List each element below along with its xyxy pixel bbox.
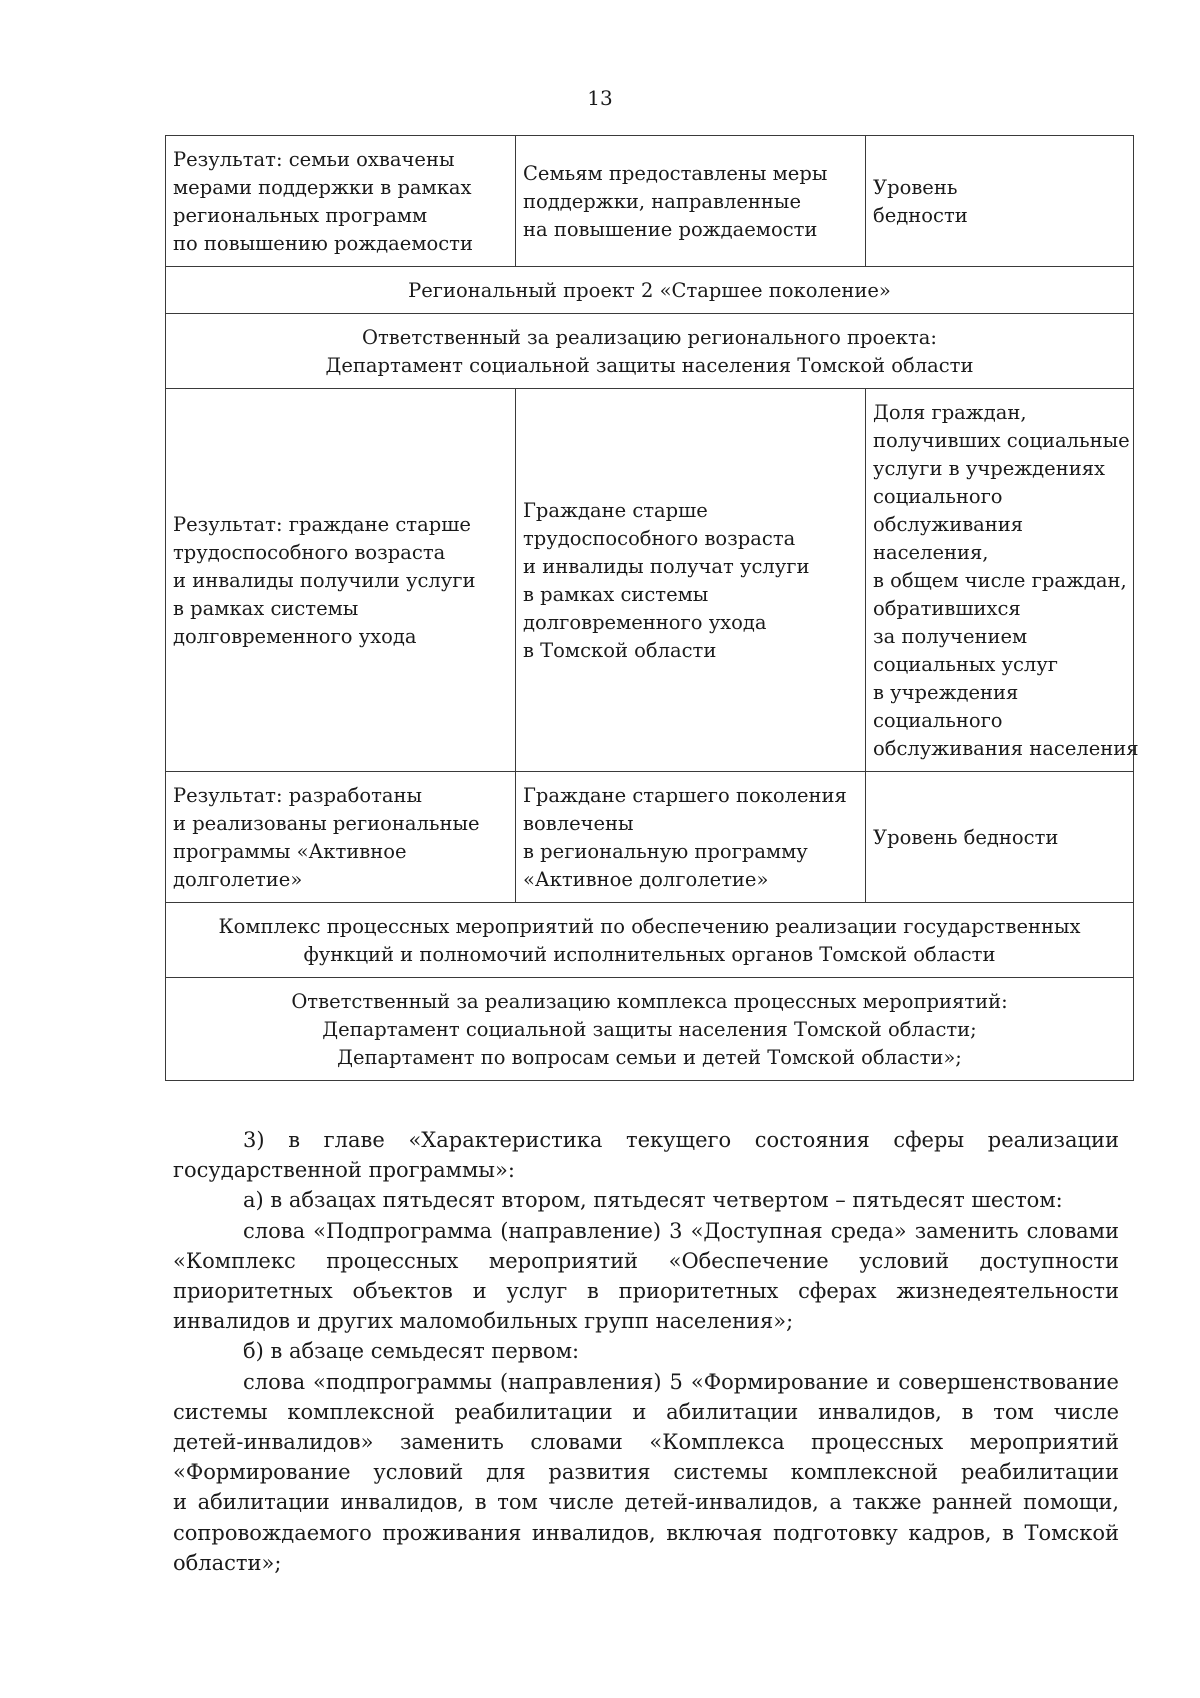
cell-line: на повышение рождаемости bbox=[523, 218, 818, 241]
cell-line: Департамент по вопросам семьи и детей Томской области»; bbox=[337, 1046, 962, 1069]
text-line: сопровождаемого проживания инвалидов, включая подготовку кадров, в Томской bbox=[173, 1520, 1119, 1545]
cell-line: поддержки, направленные bbox=[523, 190, 801, 213]
text-line: б) в абзаце семьдесят первом: bbox=[243, 1339, 580, 1364]
cell-line: трудоспособного возраста bbox=[173, 541, 446, 564]
text-line: а) в абзацах пятьдесят втором, пятьдесят четвертом – пятьдесят шестом: bbox=[243, 1188, 1063, 1213]
result-cell bbox=[166, 389, 516, 772]
text-line: области»; bbox=[173, 1550, 282, 1575]
table-row bbox=[166, 267, 1134, 314]
text-line: слова «Подпрограмма (направление) 3 «Доступная среда» заменить словами bbox=[243, 1218, 1119, 1243]
cell-line: Ответственный за реализацию комплекса процессных мероприятий: bbox=[291, 990, 1008, 1013]
text-line: детей-инвалидов» заменить словами «Комплекса процессных мероприятий bbox=[173, 1430, 1119, 1455]
cell-line: Доля граждан, bbox=[873, 401, 1027, 424]
outcome-cell bbox=[516, 389, 866, 772]
cell-line: социального bbox=[873, 709, 1003, 732]
paragraph-item-a bbox=[173, 1185, 1119, 1215]
text-line: «Формирование условий для развития системы комплексной реабилитации bbox=[173, 1460, 1119, 1485]
cell-line: Уровень бедности bbox=[873, 826, 1059, 849]
cell-line: Департамент социальной защиты населения Томской области bbox=[325, 354, 974, 377]
text-line: государственной программы»: bbox=[173, 1158, 515, 1183]
outcome-cell bbox=[516, 772, 866, 903]
cell-line: услуги в учреждениях bbox=[873, 457, 1106, 480]
cell-line: Граждане старше bbox=[523, 499, 708, 522]
indicator-cell bbox=[866, 136, 1134, 267]
result-cell bbox=[166, 772, 516, 903]
page-number: 13 bbox=[587, 86, 613, 110]
cell-line: долговременного ухода bbox=[523, 611, 767, 634]
cell-line: «Активное долголетие» bbox=[523, 868, 769, 891]
table-row bbox=[166, 772, 1134, 903]
cell-line: трудоспособного возраста bbox=[523, 527, 796, 550]
cell-line: в Томской области bbox=[523, 639, 717, 662]
text-line: и абилитации инвалидов, в том числе детей-инвалидов, а также ранней помощи, bbox=[173, 1490, 1119, 1515]
cell-line: по повышению рождаемости bbox=[173, 232, 473, 255]
cell-line: мерами поддержки в рамках bbox=[173, 176, 472, 199]
cell-line: и реализованы региональные bbox=[173, 812, 480, 835]
cell-line: обратившихся bbox=[873, 597, 1021, 620]
text-line: слова «подпрограммы (направления) 5 «Формирование и совершенствование bbox=[243, 1369, 1119, 1394]
text-line: системы комплексной реабилитации и абилитации инвалидов, в том числе bbox=[173, 1399, 1119, 1424]
cell-line: и инвалиды получат услуги bbox=[523, 555, 810, 578]
cell-line: Результат: граждане старше bbox=[173, 513, 471, 536]
cell-line: долголетие» bbox=[173, 868, 303, 891]
cell-line: в региональную программу bbox=[523, 840, 808, 863]
text-line: инвалидов и других маломобильных групп населения»; bbox=[173, 1309, 794, 1334]
cell-line: региональных программ bbox=[173, 204, 428, 227]
cell-line: функций и полномочий исполнительных органов Томской области bbox=[303, 943, 996, 966]
cell-line: в общем числе граждан, bbox=[873, 569, 1127, 592]
cell-line: и инвалиды получили услуги bbox=[173, 569, 476, 592]
table-row bbox=[166, 903, 1134, 978]
cell-line: обслуживания населения bbox=[873, 737, 1139, 760]
project-responsible bbox=[166, 314, 1134, 389]
text-line: 3) в главе «Характеристика текущего состояния сферы реализации bbox=[243, 1128, 1119, 1152]
project-title-text: Региональный проект 2 «Старшее поколение» bbox=[408, 279, 891, 302]
project-title bbox=[166, 267, 1134, 314]
amendment-text bbox=[173, 1125, 1119, 1578]
table-row bbox=[166, 314, 1134, 389]
cell-line: в рамках системы bbox=[173, 597, 359, 620]
indicator-cell bbox=[866, 772, 1134, 903]
cell-line: Результат: разработаны bbox=[173, 784, 423, 807]
cell-line: в учреждения bbox=[873, 681, 1019, 704]
paragraph-item-b bbox=[173, 1336, 1119, 1366]
cell-line: социального bbox=[873, 485, 1003, 508]
cell-line: Ответственный за реализацию регионального проекта: bbox=[362, 326, 937, 349]
cell-line: бедности bbox=[873, 204, 968, 227]
paragraph-replace-words-1 bbox=[173, 1216, 1119, 1337]
table-row bbox=[166, 389, 1134, 772]
table-row bbox=[166, 136, 1134, 267]
table-row bbox=[166, 978, 1134, 1081]
cell-line: Результат: семьи охвачены bbox=[173, 148, 455, 171]
cell-line: обслуживания bbox=[873, 513, 1024, 536]
cell-line: вовлечены bbox=[523, 812, 634, 835]
cell-line: Семьям предоставлены меры bbox=[523, 162, 828, 185]
cell-line: населения, bbox=[873, 541, 989, 564]
paragraph-chapter-amendment bbox=[173, 1125, 1119, 1185]
paragraph-replace-words-2 bbox=[173, 1367, 1119, 1578]
cell-line: за получением bbox=[873, 625, 1028, 648]
cell-line: в рамках системы bbox=[523, 583, 709, 606]
complex-title bbox=[166, 903, 1134, 978]
cell-line: Комплекс процессных мероприятий по обеспечению реализации государственных bbox=[218, 915, 1081, 938]
text-line: «Комплекс процессных мероприятий «Обеспечение условий доступности bbox=[173, 1248, 1119, 1273]
indicator-cell bbox=[866, 389, 1139, 772]
cell-line: программы «Активное bbox=[173, 840, 407, 863]
outcome-cell bbox=[516, 136, 866, 267]
cell-line: Уровень bbox=[873, 176, 958, 199]
results-table bbox=[165, 135, 1139, 1081]
complex-responsible bbox=[166, 978, 1134, 1081]
cell-line: получивших социальные bbox=[873, 429, 1130, 452]
cell-line: Граждане старшего поколения bbox=[523, 784, 847, 807]
text-line: приоритетных объектов и услуг в приоритетных сферах жизнедеятельности bbox=[173, 1279, 1119, 1304]
result-cell bbox=[166, 136, 516, 267]
cell-line: Департамент социальной защиты населения Томской области; bbox=[322, 1018, 977, 1041]
cell-line: социальных услуг bbox=[873, 653, 1059, 676]
cell-line: долговременного ухода bbox=[173, 625, 417, 648]
